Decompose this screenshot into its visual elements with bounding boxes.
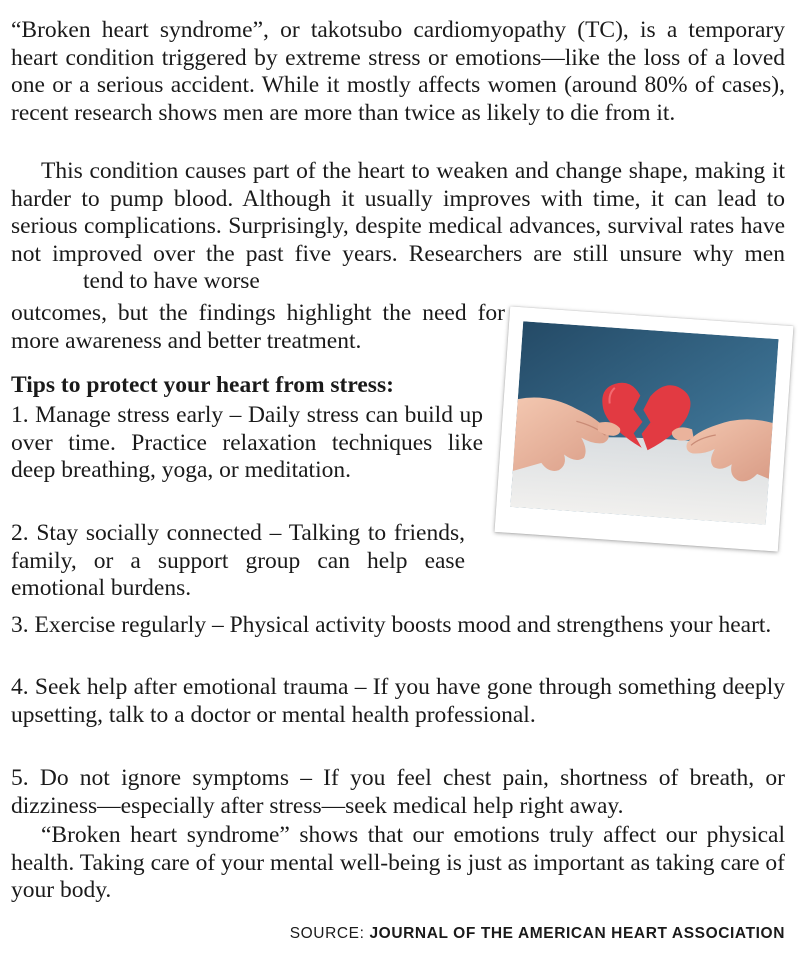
intro-paragraph: “Broken heart syndrome”, or takotsubo cardiomyopathy (TC), is a temporary heart condition triggered by extreme stress or emotions—like the loss of a loved one or a serious accident. While it mostly affects women (around 80% of cases), recent research shows men are more than twice as likely to die from it. [11, 17, 785, 126]
photo-frame [494, 306, 793, 551]
broken-heart-photo [510, 321, 778, 524]
tip-item-3: 3. Exercise regularly – Physical activity boosts mood and strengthens your heart. [11, 612, 772, 638]
tips-heading: Tips to protect your heart from stress: [11, 372, 394, 398]
tip-item-1: 1. Manage stress early – Daily stress can build up over time. Practice relaxation techniques like deep breathing, yoga, or meditation. [11, 402, 483, 484]
second-paragraph-gap-text: tend to have worse [83, 268, 260, 295]
tip-item-5: 5. Do not ignore symptoms – If you feel chest pain, shortness of breath, or dizziness—especially after stress—seek medical help right away. [11, 765, 785, 819]
closing-paragraph: “Broken heart syndrome” shows that our emotions truly affect our physical health. Taking care of your mental well-being is just as important as taking care of your body. [11, 822, 785, 904]
source-name: JOURNAL OF THE AMERICAN HEART ASSOCIATION [369, 925, 785, 942]
source-label: SOURCE: [289, 925, 365, 942]
tip-item-2: 2. Stay socially connected – Talking to friends, family, or a support group can help ease emotional burdens. [11, 520, 465, 602]
tip-item-4: 4. Seek help after emotional trauma – If you have gone through something deeply upsetting, talk to a doctor or mental health professional. [11, 674, 785, 728]
second-paragraph-wrap: outcomes, but the findings highlight the need for more awareness and better treatment. [11, 300, 505, 354]
second-paragraph-text: This condition causes part of the heart to weaken and change shape, making it harder to pump blood. Although it usually improves with time, it can lead to serious complications. Surprisingly, despite medical advances, survival rates have not improved over the past five years. Researchers are still unsure why men [11, 158, 785, 267]
source-credit [290, 925, 785, 943]
